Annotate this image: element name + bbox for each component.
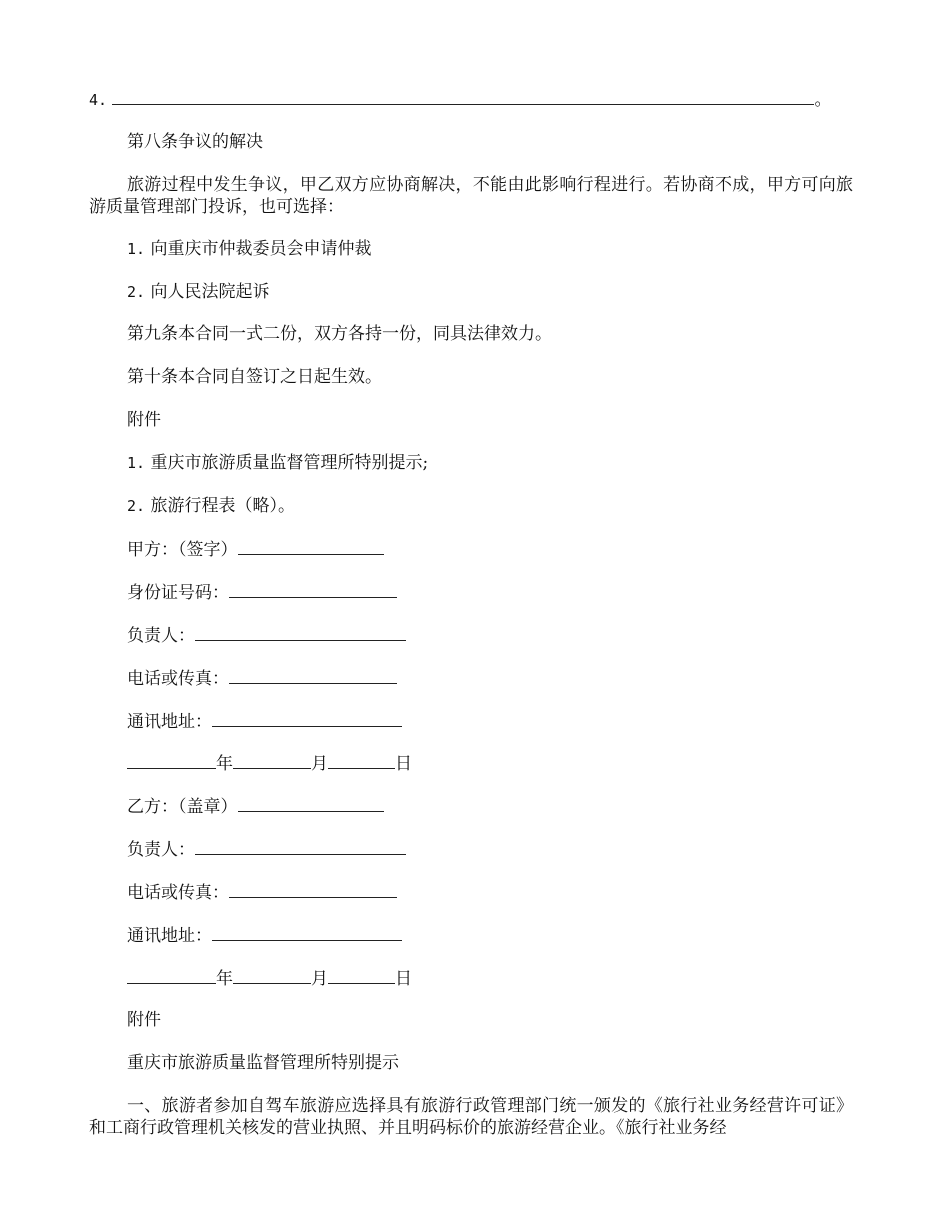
party-b-date <box>0 967 950 990</box>
attachment-label: 附件 <box>127 410 161 430</box>
party-b-leader <box>0 838 950 861</box>
attachment-label-2: 附件 <box>127 1010 161 1030</box>
party-b-sign <box>0 795 950 818</box>
blank-line <box>229 667 397 684</box>
party-a-id-label: 身份证号码： <box>127 583 229 603</box>
article-8-title: 第八条争议的解决 <box>127 132 263 152</box>
option-2 <box>0 281 950 303</box>
article-9: 第九条本合同一式二份，双方各持一份，同具法律效力。 <box>127 324 552 344</box>
blank-line <box>233 752 311 769</box>
blank-line <box>238 795 384 812</box>
party-b-phone <box>0 881 950 904</box>
blank-line <box>212 924 402 941</box>
option-1 <box>0 238 950 260</box>
party-a-year-label: 年 <box>216 754 233 774</box>
blank-line <box>127 752 216 769</box>
blank-line <box>112 88 814 105</box>
attachment-item-2 <box>0 495 950 517</box>
party-a-sign <box>0 538 950 561</box>
option-2-text: 向人民法院起诉 <box>150 282 270 302</box>
option-2-number: 2. <box>127 283 146 301</box>
blank-line <box>127 967 216 984</box>
item-4-number: 4. <box>89 91 108 109</box>
blank-line <box>229 581 397 598</box>
notice-title: 重庆市旅游质量监督管理所特别提示 <box>127 1053 399 1073</box>
party-a-leader-label: 负责人： <box>127 626 195 646</box>
article-8-body: 旅游过程中发生争议，甲乙双方应协商解决，不能由此影响行程进行。若协商不成，甲方可向旅游质量管理部门投诉，也可选择： <box>89 175 853 217</box>
party-b-day-label: 日 <box>395 969 412 989</box>
blank-line <box>328 967 395 984</box>
party-b-address-label: 通讯地址： <box>127 926 212 946</box>
attachment-item-1 <box>0 452 950 474</box>
blank-line <box>233 967 311 984</box>
attachment-item-1-number: 1. <box>127 454 146 472</box>
blank-line <box>195 624 406 641</box>
party-a-sign-label: 甲方：（签字） <box>127 540 238 560</box>
party-b-year-label: 年 <box>216 969 233 989</box>
party-b-month-label: 月 <box>311 969 328 989</box>
article-10: 第十条本合同自签订之日起生效。 <box>127 367 382 387</box>
party-b-phone-label: 电话或传真： <box>127 883 229 903</box>
party-a-phone-label: 电话或传真： <box>127 669 229 689</box>
party-b-address <box>0 924 950 947</box>
blank-line <box>195 838 406 855</box>
item-4-end: 。 <box>814 90 832 110</box>
blank-line <box>328 752 395 769</box>
party-a-leader <box>0 624 950 647</box>
notice-paragraph-1: 一、旅游者参加自驾车旅游应选择具有旅游行政管理部门统一颁发的《旅行社业务经营许可证》和工商行政管理机关核发的营业执照、并且明码标价的旅游经营企业。《旅行社业务经 <box>89 1096 853 1138</box>
attachment-item-1-text: 重庆市旅游质量监督管理所特别提示; <box>150 453 429 473</box>
blank-line <box>229 881 397 898</box>
item-4 <box>0 88 950 111</box>
party-b-sign-label: 乙方：（盖章） <box>127 797 238 817</box>
attachment-item-2-text: 旅游行程表（略）。 <box>150 496 295 516</box>
option-1-number: 1. <box>127 240 146 258</box>
party-a-address <box>0 710 950 733</box>
blank-line <box>238 538 384 555</box>
party-a-date <box>0 752 950 775</box>
blank-line <box>212 710 402 727</box>
option-1-text: 向重庆市仲裁委员会申请仲裁 <box>150 239 372 259</box>
party-a-id <box>0 581 950 604</box>
party-a-address-label: 通讯地址： <box>127 712 212 732</box>
party-b-leader-label: 负责人： <box>127 840 195 860</box>
party-a-phone <box>0 667 950 690</box>
party-a-day-label: 日 <box>395 754 412 774</box>
party-a-month-label: 月 <box>311 754 328 774</box>
attachment-item-2-number: 2. <box>127 497 146 515</box>
